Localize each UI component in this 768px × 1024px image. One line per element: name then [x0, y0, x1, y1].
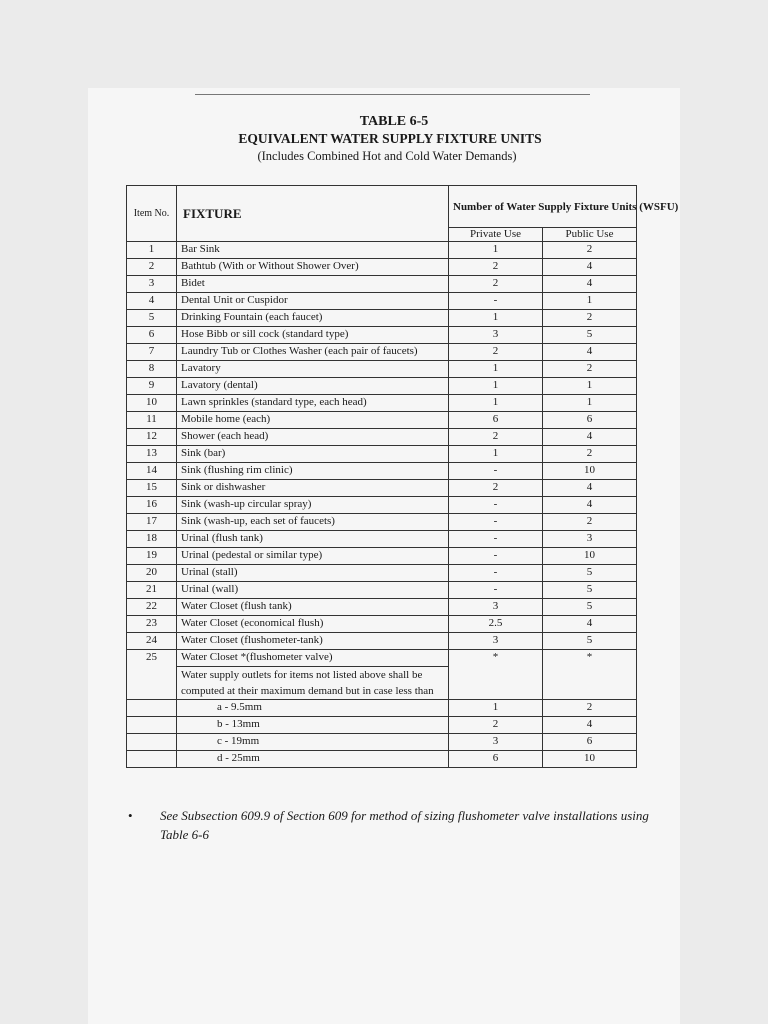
table-titles — [120, 114, 650, 164]
public-use-value: 2 — [543, 700, 637, 717]
public-use-value: 5 — [543, 327, 637, 344]
outlet-size: b - 13mm — [177, 717, 449, 734]
table-row — [127, 633, 637, 650]
table-row — [127, 293, 637, 310]
fixture-name: Sink (wash-up, each set of faucets) — [177, 514, 449, 531]
item-number: 25 — [127, 650, 177, 700]
private-use-value: 2 — [449, 276, 543, 293]
public-use-value: 2 — [543, 446, 637, 463]
outlet-size: d - 25mm — [177, 751, 449, 768]
table-row — [127, 514, 637, 531]
private-use-value: 1 — [449, 310, 543, 327]
public-use-value: 3 — [543, 531, 637, 548]
private-use-value: - — [449, 548, 543, 565]
fixture-name: Hose Bibb or sill cock (standard type) — [177, 327, 449, 344]
fixture-name: Urinal (pedestal or similar type) — [177, 548, 449, 565]
item-number: 2 — [127, 259, 177, 276]
outlet-size: a - 9.5mm — [177, 700, 449, 717]
fixture-units-table — [126, 185, 679, 768]
item-number: 14 — [127, 463, 177, 480]
item-number: 7 — [127, 344, 177, 361]
table-label: TABLE 6-5 — [359, 114, 429, 129]
fixture-name: Drinking Fountain (each faucet) — [177, 310, 449, 327]
public-use-value: 4 — [543, 344, 637, 361]
item-number: 12 — [127, 429, 177, 446]
table-row — [127, 599, 637, 616]
table-row — [127, 734, 637, 751]
private-use-value: - — [449, 565, 543, 582]
public-use-value: 5 — [543, 582, 637, 599]
private-use-value: 1 — [449, 700, 543, 717]
fixture-name: Dental Unit or Cuspidor — [177, 293, 449, 310]
note-text: Water supply outlets for items not listed above shall be computed at their maximum demand but in case less than — [177, 667, 449, 700]
item-number: 19 — [127, 548, 177, 565]
header-item-no: Item No. — [127, 186, 177, 242]
private-use-value: 3 — [449, 327, 543, 344]
table-row — [127, 259, 637, 276]
item-number: 4 — [127, 293, 177, 310]
public-use-value: 10 — [543, 463, 637, 480]
public-use-value: 5 — [543, 599, 637, 616]
public-use-value: 2 — [543, 310, 637, 327]
fixture-name: Lavatory (dental) — [177, 378, 449, 395]
fixture-name: Bathtub (With or Without Shower Over) — [177, 259, 449, 276]
fixture-name: Urinal (stall) — [177, 565, 449, 582]
item-number: 11 — [127, 412, 177, 429]
fixture-name: Urinal (flush tank) — [177, 531, 449, 548]
table-row — [127, 276, 637, 293]
blank-item-cell — [127, 717, 177, 734]
table-row — [127, 497, 637, 514]
fixture-name: Water Closet (flush tank) — [177, 599, 449, 616]
fixture-name: Lawn sprinkles (standard type, each head) — [177, 395, 449, 412]
table-row — [127, 717, 637, 734]
item-number: 23 — [127, 616, 177, 633]
fixture-name: Water Closet (flushometer-tank) — [177, 633, 449, 650]
table-row — [127, 565, 637, 582]
private-use-value: 2 — [449, 259, 543, 276]
private-use-value: - — [449, 531, 543, 548]
table-row — [127, 344, 637, 361]
fixture-name: Urinal (wall) — [177, 582, 449, 599]
footnote-bullet: • — [128, 808, 133, 823]
header-private-use: Private Use — [449, 228, 543, 242]
fixture-name: Sink (flushing rim clinic) — [177, 463, 449, 480]
fixture-name: Sink (bar) — [177, 446, 449, 463]
private-use-value: - — [449, 293, 543, 310]
public-use-value: 4 — [543, 717, 637, 734]
private-use-value: - — [449, 463, 543, 480]
public-use-value: 2 — [543, 361, 637, 378]
table-row — [127, 463, 637, 480]
fixture-name: Sink (wash-up circular spray) — [177, 497, 449, 514]
header-fixture: FIXTURE — [177, 186, 449, 242]
private-use-value: 3 — [449, 633, 543, 650]
private-use-value: 6 — [449, 751, 543, 768]
footnote-text: See Subsection 609.9 of Section 609 for method of sizing flushometer valve installations using Table 6-6 — [160, 808, 649, 842]
private-use-value: 1 — [449, 395, 543, 412]
fixture-name: Water Closet *(flushometer valve) — [177, 650, 449, 667]
table-subtitle: (Includes Combined Hot and Cold Water Demands) — [257, 149, 517, 163]
private-use-value: - — [449, 497, 543, 514]
public-use-value: 4 — [543, 480, 637, 497]
table-row — [127, 531, 637, 548]
fixture-name: Lavatory — [177, 361, 449, 378]
item-number: 22 — [127, 599, 177, 616]
table-row — [127, 582, 637, 599]
table-row — [127, 395, 637, 412]
table-row — [127, 751, 637, 768]
item-number: 24 — [127, 633, 177, 650]
private-use-value: 3 — [449, 599, 543, 616]
public-use-value: 2 — [543, 514, 637, 531]
item-number: 20 — [127, 565, 177, 582]
fixture-name: Laundry Tub or Clothes Washer (each pair of faucets) — [177, 344, 449, 361]
private-use-value: 2 — [449, 344, 543, 361]
public-use-value: 1 — [543, 395, 637, 412]
top-rule — [195, 94, 590, 95]
footnote — [130, 806, 650, 844]
fixture-name: Water Closet (economical flush) — [177, 616, 449, 633]
private-use-value: 2 — [449, 480, 543, 497]
private-use-value: 1 — [449, 242, 543, 259]
item-number: 8 — [127, 361, 177, 378]
item-number: 6 — [127, 327, 177, 344]
item-number: 18 — [127, 531, 177, 548]
fixture-name: Bidet — [177, 276, 449, 293]
table-row — [127, 361, 637, 378]
public-use-value: 4 — [543, 259, 637, 276]
table-row — [127, 412, 637, 429]
private-use-value: 1 — [449, 378, 543, 395]
public-use-value: 4 — [543, 616, 637, 633]
private-use-value: 1 — [449, 361, 543, 378]
public-use-value: 6 — [543, 412, 637, 429]
table-row — [127, 650, 637, 667]
private-use-value: 6 — [449, 412, 543, 429]
public-use-value: * — [543, 650, 637, 700]
private-use-value: 2 — [449, 717, 543, 734]
blank-item-cell — [127, 751, 177, 768]
public-use-value: 4 — [543, 429, 637, 446]
item-number: 15 — [127, 480, 177, 497]
table-row — [127, 446, 637, 463]
private-use-value: 3 — [449, 734, 543, 751]
item-number: 1 — [127, 242, 177, 259]
public-use-value: 1 — [543, 293, 637, 310]
table-row — [127, 548, 637, 565]
table-row — [127, 242, 637, 259]
item-number: 10 — [127, 395, 177, 412]
table-body — [127, 242, 637, 768]
public-use-value: 4 — [543, 497, 637, 514]
private-use-value: 2.5 — [449, 616, 543, 633]
item-number: 16 — [127, 497, 177, 514]
header-public-use: Public Use — [543, 228, 637, 242]
item-number: 3 — [127, 276, 177, 293]
blank-item-cell — [127, 700, 177, 717]
private-use-value: 1 — [449, 446, 543, 463]
public-use-value: 10 — [543, 751, 637, 768]
fixture-name: Sink or dishwasher — [177, 480, 449, 497]
public-use-value: 10 — [543, 548, 637, 565]
header-wsfu: Number of Water Supply Fixture Units (WSFU) — [449, 186, 637, 228]
table-row — [127, 700, 637, 717]
table-row — [127, 429, 637, 446]
public-use-value: 6 — [543, 734, 637, 751]
private-use-value: - — [449, 514, 543, 531]
public-use-value: 5 — [543, 633, 637, 650]
table-row — [127, 310, 637, 327]
public-use-value: 4 — [543, 276, 637, 293]
blank-item-cell — [127, 734, 177, 751]
fixture-name: Mobile home (each) — [177, 412, 449, 429]
table-row — [127, 616, 637, 633]
fixture-name: Shower (each head) — [177, 429, 449, 446]
public-use-value: 5 — [543, 565, 637, 582]
private-use-value: * — [449, 650, 543, 700]
item-number: 13 — [127, 446, 177, 463]
table-row — [127, 480, 637, 497]
item-number: 21 — [127, 582, 177, 599]
table-row — [127, 327, 637, 344]
item-number: 17 — [127, 514, 177, 531]
item-number: 5 — [127, 310, 177, 327]
public-use-value: 2 — [543, 242, 637, 259]
private-use-value: - — [449, 582, 543, 599]
table-row — [127, 378, 637, 395]
fixture-name: Bar Sink — [177, 242, 449, 259]
table-title: EQUIVALENT WATER SUPPLY FIXTURE UNITS — [238, 131, 542, 146]
item-number: 9 — [127, 378, 177, 395]
outlet-size: c - 19mm — [177, 734, 449, 751]
private-use-value: 2 — [449, 429, 543, 446]
public-use-value: 1 — [543, 378, 637, 395]
